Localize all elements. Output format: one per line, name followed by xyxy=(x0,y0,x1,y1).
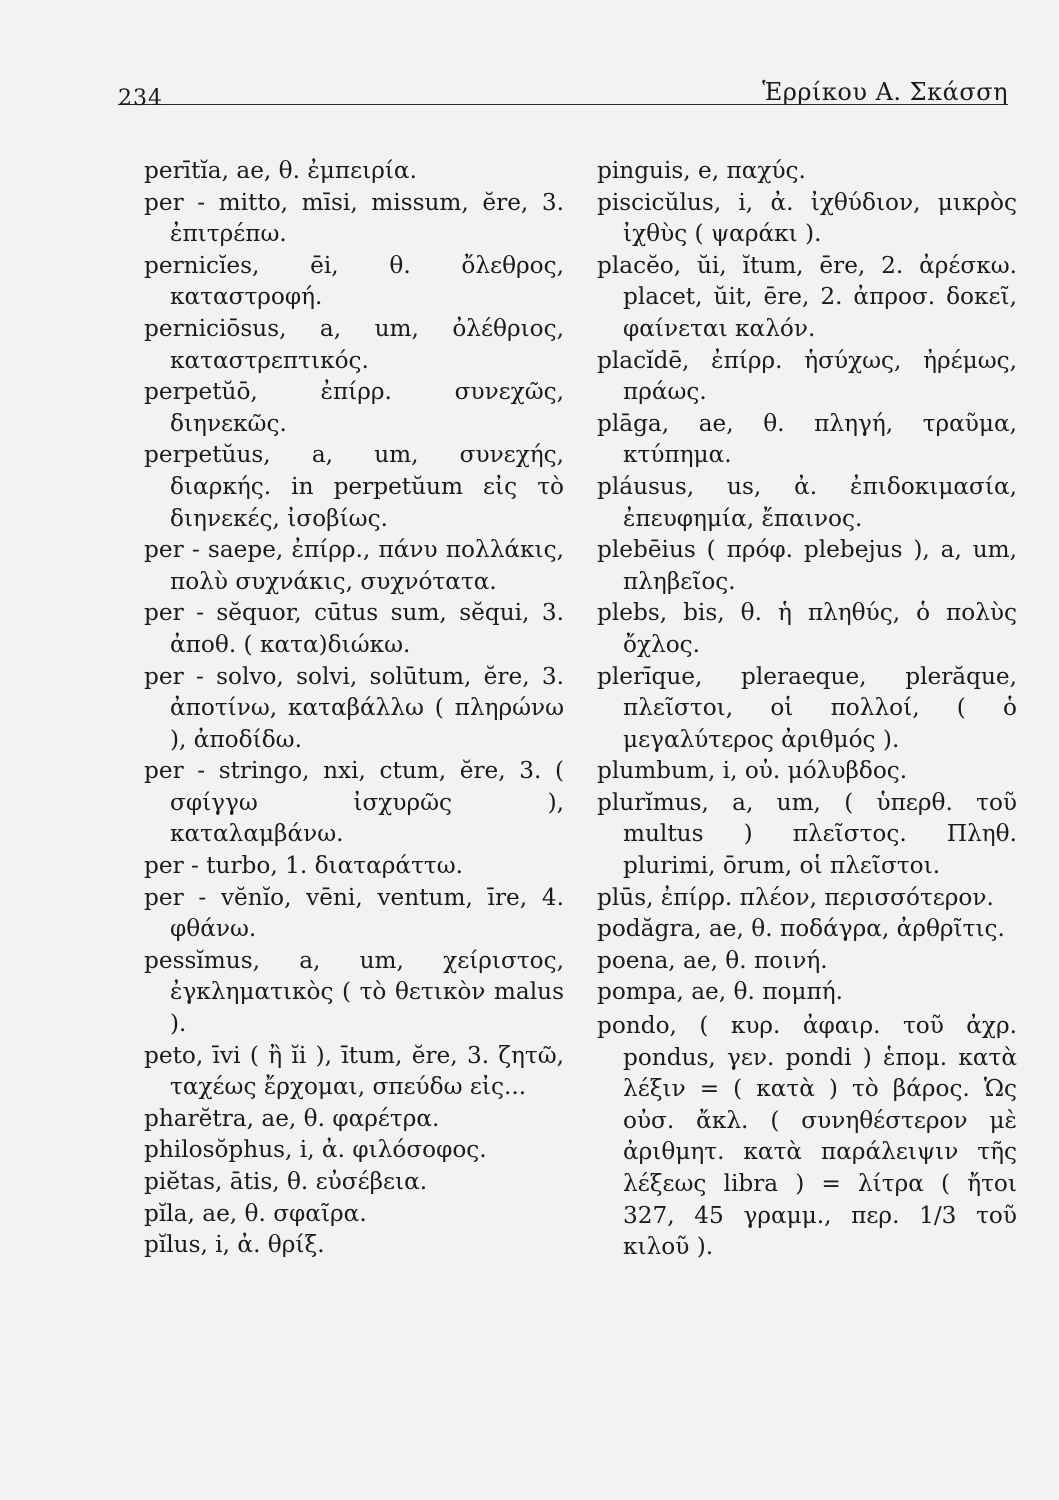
dictionary-entry: philosŏphus, i, ἀ. φιλόσοφος. xyxy=(144,1136,487,1164)
dictionary-entry: per - vĕnĭo, vēni, ventum, īre, 4. φθάνω. xyxy=(144,883,564,943)
left-column xyxy=(144,155,564,1261)
dictionary-entry: per - stringo, nxi, ctum, ĕre, 3. ( σφίγγω ἰσχυρῶς ), καταλαμβάνω. xyxy=(144,757,564,848)
dictionary-entry: pessĭmus, a, um, χείριστος, ἐγκληματικὸς ( τὸ θετικὸν malus ). xyxy=(144,946,564,1038)
dictionary-entry: per - saepe, ἐπίρρ., πάνυ πολλάκις, πολὺ συχνάκις, συχνότατα. xyxy=(144,536,564,595)
dictionary-entry: placĕo, ŭi, ĭtum, ēre, 2. ἀρέσκω. placet, ŭit, ēre, 2. ἀπροσ. δοκεῖ, φαίνεται καλόν. xyxy=(597,251,1017,342)
dictionary-entry: piscicŭlus, i, ἀ. ἰχθύδιον, μικρὸς ἰχθὺς ( ψαράκι ). xyxy=(597,188,1017,248)
dictionary-entry: plāga, ae, θ. πληγή, τραῦμα, κτύπημα. xyxy=(597,409,1017,469)
dictionary-entry: per - turbo, 1. διαταράττω. xyxy=(144,852,464,880)
dictionary-entry: podăgra, ae, θ. ποδάγρα, ἀρθρῖτις. xyxy=(597,915,1005,943)
dictionary-entry: per - mitto, mīsi, missum, ĕre, 3. ἐπιτρέπω. xyxy=(144,188,564,248)
dictionary-entry: per - solvo, solvi, solūtum, ĕre, 3. ἀποτίνω, καταβάλλω ( πληρώνω ), ἀποδίδω. xyxy=(144,662,564,753)
dictionary-entry: plūs, ἐπίρρ. πλέον, περισσότερον. xyxy=(597,883,994,911)
dictionary-entry: perpetŭus, a, um, συνεχής, διαρκής. in perpetŭum εἰς τὸ διηνεκές, ἰσοβίως. xyxy=(144,441,564,532)
right-column xyxy=(597,155,1017,1263)
running-title: Ἑρρίκου Α. Σκάσση xyxy=(762,78,1008,106)
dictionary-entry: pinguis, e, παχύς. xyxy=(597,157,806,184)
dictionary-entry: placĭdē, ἐπίρρ. ἡσύχως, ἠρέμως, πράως. xyxy=(597,346,1017,406)
dictionary-entry: plurĭmus, a, um, ( ὑπερθ. τοῦ multus ) πλεῖστος. Πληθ. plurimi, ōrum, οἱ πλεῖστοι. xyxy=(597,788,1017,880)
dictionary-entry: plebs, bis, θ. ἡ πληθύς, ὁ πολὺς ὄχλος. xyxy=(597,599,1017,658)
dictionary-entry: pĭlus, i, ἀ. θρίξ. xyxy=(144,1231,325,1259)
page-number: 234 xyxy=(118,86,163,111)
dictionary-entry: per - sĕquor, cūtus sum, sĕqui, 3. ἀποθ. ( κατα)διώκω. xyxy=(144,599,564,658)
dictionary-entry: perītĭa, ae, θ. ἐμπειρία. xyxy=(144,157,417,184)
dictionary-entry: plumbum, i, οὐ. μόλυβδος. xyxy=(597,757,908,785)
dictionary-entry: perpetŭō, ἐπίρρ. συνεχῶς, διηνεκῶς. xyxy=(144,378,564,437)
dictionary-entry: pernicĭes, ēi, θ. ὄλεθρος, καταστροφή. xyxy=(144,251,564,311)
dictionary-entry: plebēius ( πρόφ. plebejus ), a, um, πληβεῖος. xyxy=(597,536,1017,595)
dictionary-entry: pondo, ( κυρ. ἀφαιρ. τοῦ ἀχρ. pondus, γεν. pondi ) ἑπομ. κατὰ λέξιν = ( κατὰ ) τὸ βάρος. Ὡς οὐσ. ἄκλ. ( συνηθέστερον μὲ ἀριθμητ. κατὰ παράλειψιν τῆς λέξεως libra ) = λίτρα ( ἤτοι 327, 45 γραμμ., περ. 1/3 τοῦ κιλοῦ ). xyxy=(597,1012,1017,1261)
dictionary-entry: pompa, ae, θ. πομπή. xyxy=(597,978,843,1006)
dictionary-entry: peto, īvi ( ἢ ĭi ), ītum, ĕre, 3. ζητῶ, ταχέως ἔρχομαι, σπεύδω εἰς... xyxy=(144,1041,564,1101)
page-header xyxy=(118,74,1008,111)
dictionary-entry: plerīque, pleraeque, plerăque, πλεῖστοι, οἱ πολλοί, ( ὁ μεγαλύτερος ἀριθμός ). xyxy=(597,662,1017,753)
dictionary-entry: pharĕtra, ae, θ. φαρέτρα. xyxy=(144,1104,440,1132)
dictionary-entry: poena, ae, θ. ποινή. xyxy=(597,946,828,974)
dictionary-entry: pláusus, us, ἀ. ἐπιδοκιμασία, ἐπευφημία, ἔπαινος. xyxy=(597,472,1017,532)
dictionary-entry: piĕtas, ātis, θ. εὐσέβεια. xyxy=(144,1168,428,1195)
dictionary-entry: perniciōsus, a, um, ὀλέθριος, καταστρεπτικός. xyxy=(144,314,564,374)
dictionary-entry: pĭla, ae, θ. σφαῖρα. xyxy=(144,1199,367,1227)
